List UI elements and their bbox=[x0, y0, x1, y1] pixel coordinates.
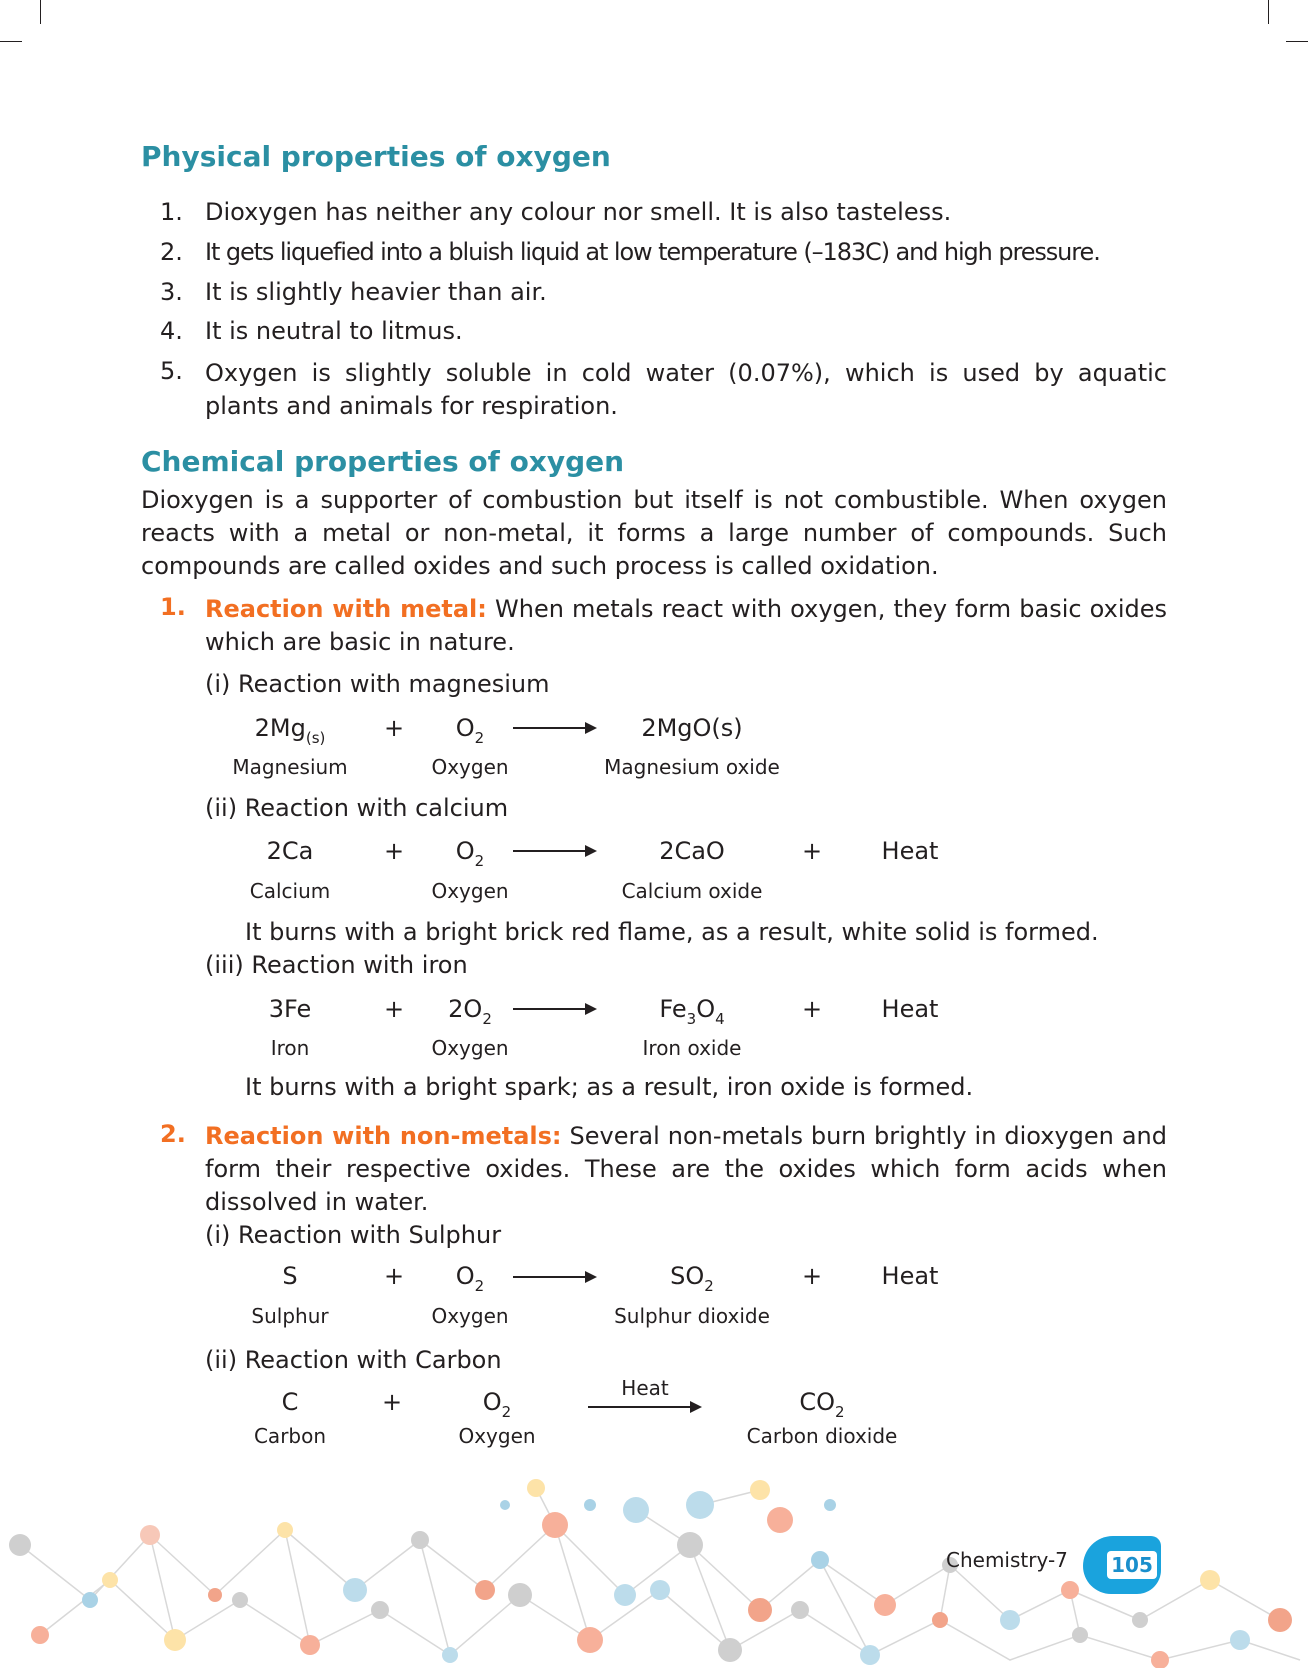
plus-sign: + bbox=[383, 714, 405, 742]
compound-label: Calcium bbox=[249, 879, 331, 903]
crop-mark bbox=[0, 41, 22, 42]
page-number: 105 bbox=[1107, 1551, 1157, 1579]
reactant: C bbox=[281, 1388, 299, 1416]
reactant: $O_2$ bbox=[482, 1388, 512, 1421]
heading-physical-properties: Physical properties of oxygen bbox=[141, 140, 611, 173]
heat-label: Heat bbox=[881, 995, 939, 1023]
plus-sign: + bbox=[383, 995, 405, 1023]
list-number: 4. bbox=[160, 317, 183, 345]
plus-sign: + bbox=[381, 1388, 403, 1416]
compound-label: Sulphur bbox=[251, 1304, 329, 1328]
compound-label: Oxygen bbox=[431, 879, 509, 903]
metal-reaction-paragraph bbox=[205, 593, 1167, 659]
product: 2MgO(s) bbox=[641, 714, 743, 742]
product: 2CaO bbox=[659, 837, 725, 865]
list-number: 3. bbox=[160, 278, 183, 306]
reactant: $O_2$ bbox=[455, 1262, 485, 1295]
reactant: $O_2$ bbox=[455, 714, 485, 747]
compound-label: Oxygen bbox=[431, 1036, 509, 1060]
list-number: 2. bbox=[160, 1120, 186, 1148]
metal-reaction-text: When metals react with oxygen, they form basic oxides which are basic in nature. bbox=[205, 595, 1168, 656]
reaction-arrow bbox=[513, 1008, 595, 1010]
plus-sign: + bbox=[801, 1262, 823, 1290]
compound-label: Oxygen bbox=[431, 755, 509, 779]
compound-label: Iron oxide bbox=[642, 1036, 742, 1060]
nonmetal-reaction-title: Reaction with non-metals: bbox=[205, 1122, 562, 1150]
heat-label: Heat bbox=[881, 1262, 939, 1290]
compound-label: Carbon dioxide bbox=[746, 1424, 898, 1448]
reaction-condition: Heat bbox=[621, 1376, 669, 1400]
reaction-arrow bbox=[513, 1276, 595, 1278]
crop-mark bbox=[1268, 0, 1269, 24]
reaction-arrow bbox=[513, 850, 595, 852]
reaction-arrow bbox=[513, 727, 595, 729]
reaction-arrow bbox=[588, 1406, 700, 1408]
reactant: 2Ca bbox=[266, 837, 314, 865]
crop-mark bbox=[40, 0, 41, 24]
plus-sign: + bbox=[383, 1262, 405, 1290]
nonmetal-reaction-text: Several non-metals burn brightly in dioxygen and form their respective oxides. These are the oxides which form acids when dissolved in water. bbox=[205, 1122, 1168, 1216]
reactant: $2O_2$ bbox=[448, 995, 492, 1028]
plus-sign: + bbox=[801, 837, 823, 865]
product: $Fe_3O_4$ bbox=[659, 995, 725, 1028]
book-title: Chemistry-7 bbox=[946, 1548, 1068, 1572]
compound-label: Sulphur dioxide bbox=[614, 1304, 770, 1328]
metal-reaction-title: Reaction with metal: bbox=[205, 595, 487, 623]
iron-note: It burns with a bright spark; as a result, iron oxide is formed. bbox=[245, 1073, 974, 1101]
list-item: Dioxygen has neither any colour nor smell. It is also tasteless. bbox=[205, 198, 952, 226]
list-number: 1. bbox=[160, 593, 186, 621]
list-item: It is slightly heavier than air. bbox=[205, 278, 547, 306]
compound-label: Iron bbox=[270, 1036, 310, 1060]
subheading-calcium: (ii) Reaction with calcium bbox=[205, 794, 509, 822]
plus-sign: + bbox=[383, 837, 405, 865]
compound-label: Magnesium bbox=[232, 755, 348, 779]
compound-label: Oxygen bbox=[431, 1304, 509, 1328]
crop-mark bbox=[1286, 41, 1308, 42]
reactant: $2Mg_{(s)}$ bbox=[254, 714, 326, 747]
list-item: It gets liquefied into a bluish liquid at low temperature (–183C) and high pressure. bbox=[205, 238, 1100, 266]
list-number: 1. bbox=[160, 198, 183, 226]
reactant: $O_2$ bbox=[455, 837, 485, 870]
compound-label: Oxygen bbox=[458, 1424, 536, 1448]
heat-label: Heat bbox=[881, 837, 939, 865]
compound-label: Calcium oxide bbox=[621, 879, 763, 903]
chemical-intro-paragraph: Dioxygen is a supporter of combustion but itself is not combustible. When oxygen reacts with a metal or non-metal, it forms a large number of compounds. Such compounds are called oxides and such process is called oxidation. bbox=[141, 486, 1167, 580]
subheading-carbon: (ii) Reaction with Carbon bbox=[205, 1346, 502, 1374]
list-number: 5. bbox=[160, 357, 183, 385]
nonmetal-reaction-paragraph bbox=[205, 1120, 1167, 1219]
subheading-iron: (iii) Reaction with iron bbox=[205, 951, 468, 979]
heading-chemical-properties: Chemical properties of oxygen bbox=[141, 445, 625, 478]
list-item: Oxygen is slightly soluble in cold water (0.07%), which is used by aquatic plants and animals for respiration. bbox=[205, 359, 1167, 420]
reactant: S bbox=[282, 1262, 298, 1290]
subheading-magnesium: (i) Reaction with magnesium bbox=[205, 670, 550, 698]
subheading-sulphur: (i) Reaction with Sulphur bbox=[205, 1221, 502, 1249]
calcium-note: It burns with a bright brick red flame, as a result, white solid is formed. bbox=[245, 918, 1099, 946]
list-number: 2. bbox=[160, 238, 183, 266]
reactant: 3Fe bbox=[268, 995, 312, 1023]
product: $CO_2$ bbox=[799, 1388, 845, 1421]
plus-sign: + bbox=[801, 995, 823, 1023]
product: $SO_2$ bbox=[670, 1262, 714, 1295]
list-item: It is neutral to litmus. bbox=[205, 317, 463, 345]
compound-label: Magnesium oxide bbox=[604, 755, 780, 779]
compound-label: Carbon bbox=[253, 1424, 327, 1448]
